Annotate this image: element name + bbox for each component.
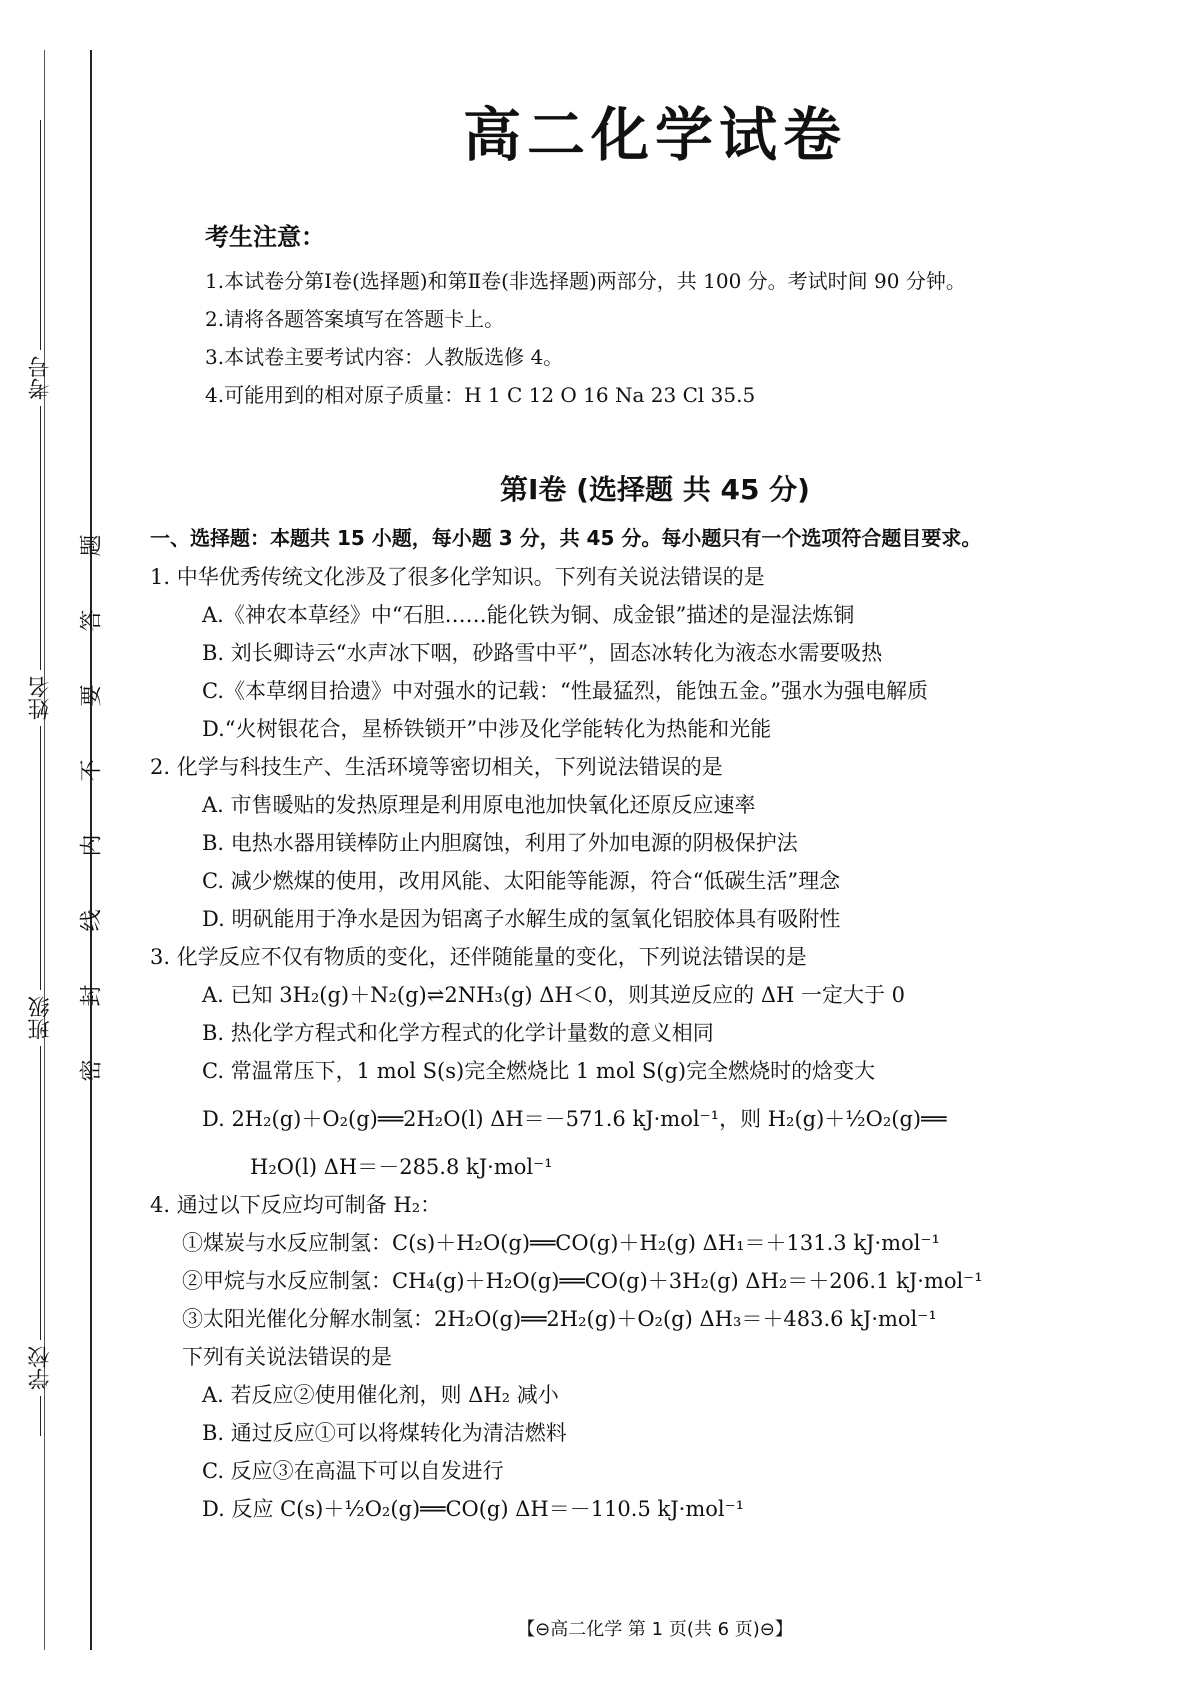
field-school bbox=[20, 1080, 60, 1436]
field-blank-line bbox=[40, 780, 41, 990]
seal-char: 线 bbox=[79, 909, 105, 932]
option-a: A. 市售暖贴的发热原理是利用原电池加快氧化还原反应速率 bbox=[202, 793, 756, 817]
seal-char: 要 bbox=[79, 684, 105, 707]
reaction-3: ③太阳光催化分解水制氢：2H₂O(g)══2H₂(g)＋O₂(g) ΔH₃＝＋483.6 kJ·mol⁻¹ bbox=[182, 1307, 937, 1331]
question-stem: 3. 化学反应不仅有物质的变化，还伴随能量的变化，下列说法错误的是 bbox=[150, 945, 807, 969]
question-stem: 4. 通过以下反应均可制备 H₂： bbox=[150, 1193, 442, 1217]
page-title: 高二化学试卷 bbox=[462, 101, 847, 169]
field-blank-line bbox=[40, 1396, 41, 1436]
seal-char: 内 bbox=[79, 834, 105, 857]
option-b: B. 电热水器用镁棒防止内胆腐蚀，利用了外加电源的阴极保护法 bbox=[202, 831, 798, 855]
reaction-1: ①煤炭与水反应制氢：C(s)＋H₂O(g)══CO(g)＋H₂(g) ΔH₁＝＋131.3 kJ·mol⁻¹ bbox=[182, 1231, 940, 1255]
question-prompt: 下列有关说法错误的是 bbox=[182, 1345, 392, 1369]
option-b: B. 刘长卿诗云“水声冰下咽，砂路雪中平”，固态冰转化为液态水需要吸热 bbox=[202, 641, 883, 665]
notice-item: 4.可能用到的相对原子质量：H 1 C 12 O 16 Na 23 Cl 35.5 bbox=[205, 383, 756, 407]
field-class bbox=[20, 780, 60, 1086]
option-c: C. 常温常压下，1 mol S(s)完全燃烧比 1 mol S(g)完全燃烧时的焓变大 bbox=[202, 1059, 876, 1083]
question-3 bbox=[150, 938, 1160, 1186]
seal-warning bbox=[70, 530, 110, 1086]
question-stem: 1. 中华优秀传统文化涉及了很多化学知识。下列有关说法错误的是 bbox=[150, 565, 765, 589]
page-footer: 【⊖高二化学 第 1 页(共 6 页)⊖】 bbox=[517, 1619, 793, 1640]
option-a: A. 若反应②使用催化剂，则 ΔH₂ 减小 bbox=[202, 1383, 559, 1407]
question-2 bbox=[150, 748, 1160, 938]
question-1 bbox=[150, 558, 1160, 748]
seal-char: 题 bbox=[79, 534, 105, 557]
question-stem: 2. 化学与科技生产、生活环境等密切相关，下列说法错误的是 bbox=[150, 755, 723, 779]
question-4 bbox=[150, 1186, 1160, 1528]
option-d: D. 明矾能用于净水是因为铝离子水解生成的氢氧化铝胶体具有吸附性 bbox=[202, 907, 841, 931]
notice-item: 2.请将各题答案填写在答题卡上。 bbox=[205, 307, 505, 331]
section-title: 第Ⅰ卷 (选择题 共 45 分) bbox=[500, 473, 810, 506]
field-label-school: 学校 bbox=[27, 1346, 53, 1390]
field-label-name: 姓名 bbox=[27, 676, 53, 720]
option-b: B. 通过反应①可以将煤转化为清洁燃料 bbox=[202, 1421, 567, 1445]
seal-char: 答 bbox=[79, 609, 105, 632]
field-blank-line bbox=[40, 1080, 41, 1340]
seal-char: 不 bbox=[79, 759, 105, 782]
option-c: C. 减少燃煤的使用，改用风能、太阳能等能源，符合“低碳生活”理念 bbox=[202, 869, 841, 893]
option-d-continuation: H₂O(l) ΔH＝－285.8 kJ·mol⁻¹ bbox=[250, 1155, 553, 1179]
option-b: B. 热化学方程式和化学方程式的化学计量数的意义相同 bbox=[202, 1021, 714, 1045]
seal-char: 密 bbox=[79, 1059, 105, 1082]
option-d: D. 反应 C(s)＋½O₂(g)══CO(g) ΔH＝－110.5 kJ·mol⁻¹ bbox=[202, 1497, 745, 1521]
option-c: C. 反应③在高温下可以自发进行 bbox=[202, 1459, 504, 1483]
option-a: A. 已知 3H₂(g)＋N₂(g)⇌2NH₃(g) ΔH＜0，则其逆反应的 ΔH 一定大于 0 bbox=[202, 983, 906, 1007]
notice-list bbox=[205, 262, 1165, 414]
option-d: D. 2H₂(g)＋O₂(g)══2H₂O(l) ΔH＝－571.6 kJ·mol⁻¹，则 H₂(g)＋½O₂(g)══ bbox=[202, 1107, 947, 1131]
section-instructions: 一、选择题：本题共 15 小题，每小题 3 分，共 45 分。每小题只有一个选项符合题目要求。 bbox=[150, 526, 982, 550]
notice-item: 1.本试卷分第Ⅰ卷(选择题)和第Ⅱ卷(非选择题)两部分，共 100 分。考试时间 90 分钟。 bbox=[205, 269, 966, 293]
field-blank-line bbox=[40, 726, 41, 786]
notice-item: 3.本试卷主要考试内容：人教版选修 4。 bbox=[205, 345, 564, 369]
option-c: C.《本草纲目拾遗》中对强水的记载：“性最猛烈，能蚀五金。”强水为强电解质 bbox=[202, 679, 928, 703]
field-label-class: 班级 bbox=[27, 996, 53, 1040]
option-d: D.“火树银花合，星桥铁锁开”中涉及化学能转化为热能和光能 bbox=[202, 717, 772, 741]
question-list bbox=[150, 558, 1160, 1528]
notice-heading: 考生注意： bbox=[205, 223, 325, 251]
option-a: A.《神农本草经》中“石胆……能化铁为铜、成金银”描述的是湿法炼铜 bbox=[202, 603, 855, 627]
field-label-exam-number: 考号 bbox=[27, 356, 53, 400]
reaction-2: ②甲烷与水反应制氢：CH₄(g)＋H₂O(g)══CO(g)＋3H₂(g) ΔH₂＝＋206.1 kJ·mol⁻¹ bbox=[182, 1269, 983, 1293]
seal-char: 封 bbox=[79, 984, 105, 1007]
